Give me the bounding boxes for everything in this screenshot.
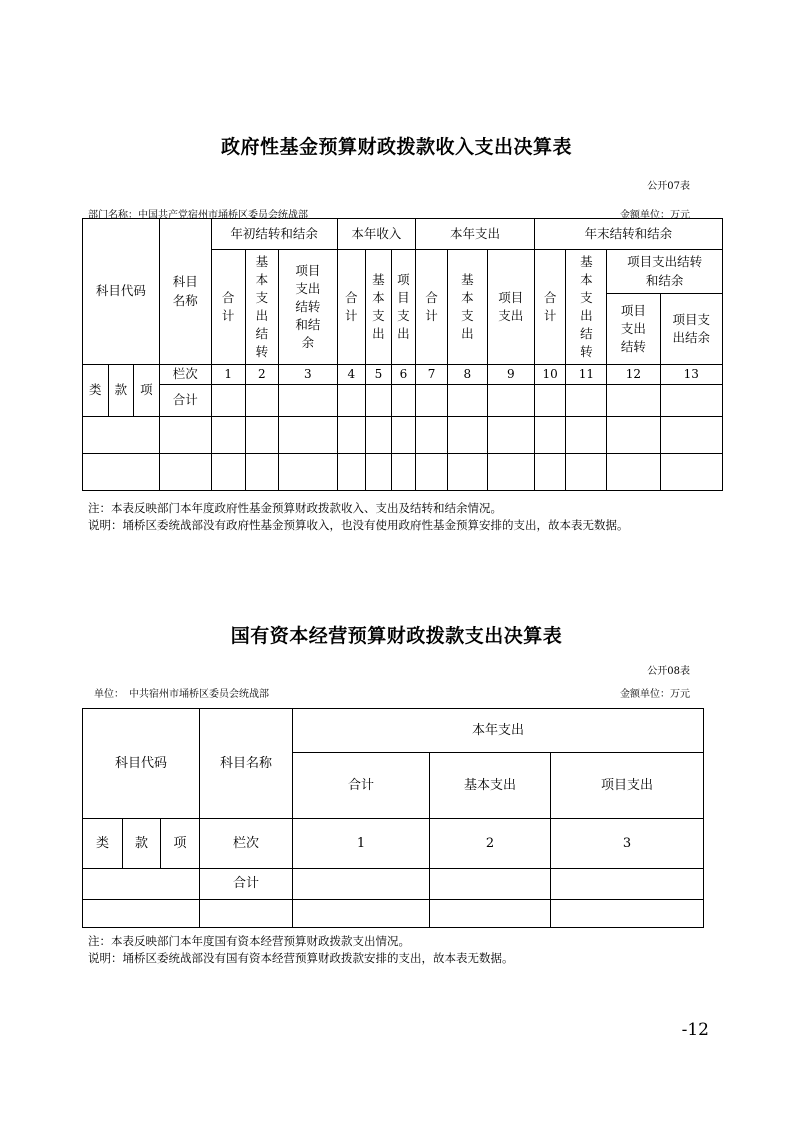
table-cell (293, 869, 430, 900)
table-cell (366, 385, 392, 417)
table-cell (430, 869, 551, 900)
header-income: 本年收入 (337, 219, 416, 250)
table-07-explanation: 说明：埇桥区委统战部没有政府性基金预算收入，也没有使用政府性基金预算安排的支出，故本表无数据。 (88, 518, 629, 532)
header-subject-code: 科目代码 (83, 709, 200, 819)
header-expenditure: 本年支出 (293, 709, 704, 753)
table-08-title: 国有资本经营预算财政拨款支出决算表 (230, 625, 563, 647)
table-cell (391, 385, 416, 417)
table-cell (279, 385, 337, 417)
header-ending-carryover: 年末结转和结余 (534, 219, 722, 250)
table-08-explanation: 说明：埇桥区委统战部没有国有资本经营预算财政拨款安排的支出，故本表无数据。 (88, 951, 514, 965)
header-inc-total: 合计 (337, 250, 366, 365)
table-row (83, 900, 704, 928)
column-number: 11 (566, 365, 607, 385)
header-beg-basic-carry: 基本支出结转 (245, 250, 279, 365)
column-number: 8 (447, 365, 487, 385)
header-inc-basic: 基本支出 (366, 250, 392, 365)
column-number: 3 (279, 365, 337, 385)
department-name-07: 部门名称：中国共产党宿州市埇桥区委员会统战部 (88, 210, 308, 221)
table-cell (551, 869, 704, 900)
amount-unit-08: 金额单位：万元 (620, 689, 690, 700)
header-end-project-surplus: 项目支出结余 (660, 294, 723, 365)
header-end-basic-carry: 基本支出结转 (566, 250, 607, 365)
row-label-total: 合计 (159, 385, 211, 417)
header-project: 项目支出 (551, 753, 704, 819)
header-end-total: 合计 (534, 250, 566, 365)
header-lei: 类 (83, 819, 123, 869)
column-number: 7 (416, 365, 448, 385)
row-label-total: 合计 (200, 869, 293, 900)
header-beginning-carryover: 年初结转和结余 (211, 219, 337, 250)
column-number: 5 (366, 365, 392, 385)
table-row (83, 454, 723, 491)
header-xiang: 项 (161, 819, 200, 869)
table-cell (487, 385, 534, 417)
header-exp-basic: 基本支出 (447, 250, 487, 365)
header-expenditure: 本年支出 (416, 219, 535, 250)
header-kuan: 款 (123, 819, 161, 869)
column-number: 6 (391, 365, 416, 385)
table-cell (660, 385, 723, 417)
form-number-08: 公开08表 (647, 666, 690, 677)
fund-budget-table (82, 218, 723, 491)
page-number: -12 (681, 1020, 709, 1040)
amount-unit-07: 金额单位：万元 (620, 210, 690, 221)
header-inc-project: 项目支出 (391, 250, 416, 365)
table-cell (447, 385, 487, 417)
header-exp-project: 项目支出 (487, 250, 534, 365)
header-xiang: 项 (134, 365, 160, 417)
column-number: 4 (337, 365, 366, 385)
table-07-title: 政府性基金预算财政拨款收入支出决算表 (220, 136, 572, 158)
form-number-07: 公开07表 (647, 181, 690, 192)
header-kuan: 款 (108, 365, 134, 417)
column-number: 13 (660, 365, 723, 385)
table-cell (534, 385, 566, 417)
row-label-lanci: 栏次 (200, 819, 293, 869)
department-name-08: 单位： 中共宿州市埇桥区委员会统战部 (94, 689, 269, 700)
column-number: 3 (551, 819, 704, 869)
column-number: 2 (430, 819, 551, 869)
header-end-project-carry: 项目支出结转 (607, 294, 660, 365)
header-beg-total: 合计 (211, 250, 245, 365)
table-cell (245, 385, 279, 417)
header-exp-total: 合计 (416, 250, 448, 365)
header-end-project-carry-surplus: 项目支出结转和结余 (607, 250, 723, 294)
column-number: 12 (607, 365, 660, 385)
table-row (83, 417, 723, 454)
table-cell (337, 385, 366, 417)
table-07-note: 注：本表反映部门本年度政府性基金预算财政拨款收入、支出及结转和结余情况。 (88, 501, 502, 515)
table-cell (83, 869, 200, 900)
row-label-lanci: 栏次 (159, 365, 211, 385)
state-capital-budget-table (82, 708, 704, 928)
header-subject-name: 科目名称 (200, 709, 293, 819)
header-subject-code: 科目代码 (83, 219, 160, 365)
column-number: 2 (245, 365, 279, 385)
header-basic: 基本支出 (430, 753, 551, 819)
table-cell (566, 385, 607, 417)
header-total: 合计 (293, 753, 430, 819)
header-lei: 类 (83, 365, 109, 417)
column-number: 9 (487, 365, 534, 385)
column-number: 10 (534, 365, 566, 385)
column-number: 1 (211, 365, 245, 385)
table-08-note: 注：本表反映部门本年度国有资本经营预算财政拨款支出情况。 (88, 934, 410, 948)
table-cell (607, 385, 660, 417)
column-number: 1 (293, 819, 430, 869)
table-cell (211, 385, 245, 417)
header-beg-project-carry: 项目支出结转和结余 (279, 250, 337, 365)
table-cell (416, 385, 448, 417)
header-subject-name: 科目名称 (159, 219, 211, 365)
